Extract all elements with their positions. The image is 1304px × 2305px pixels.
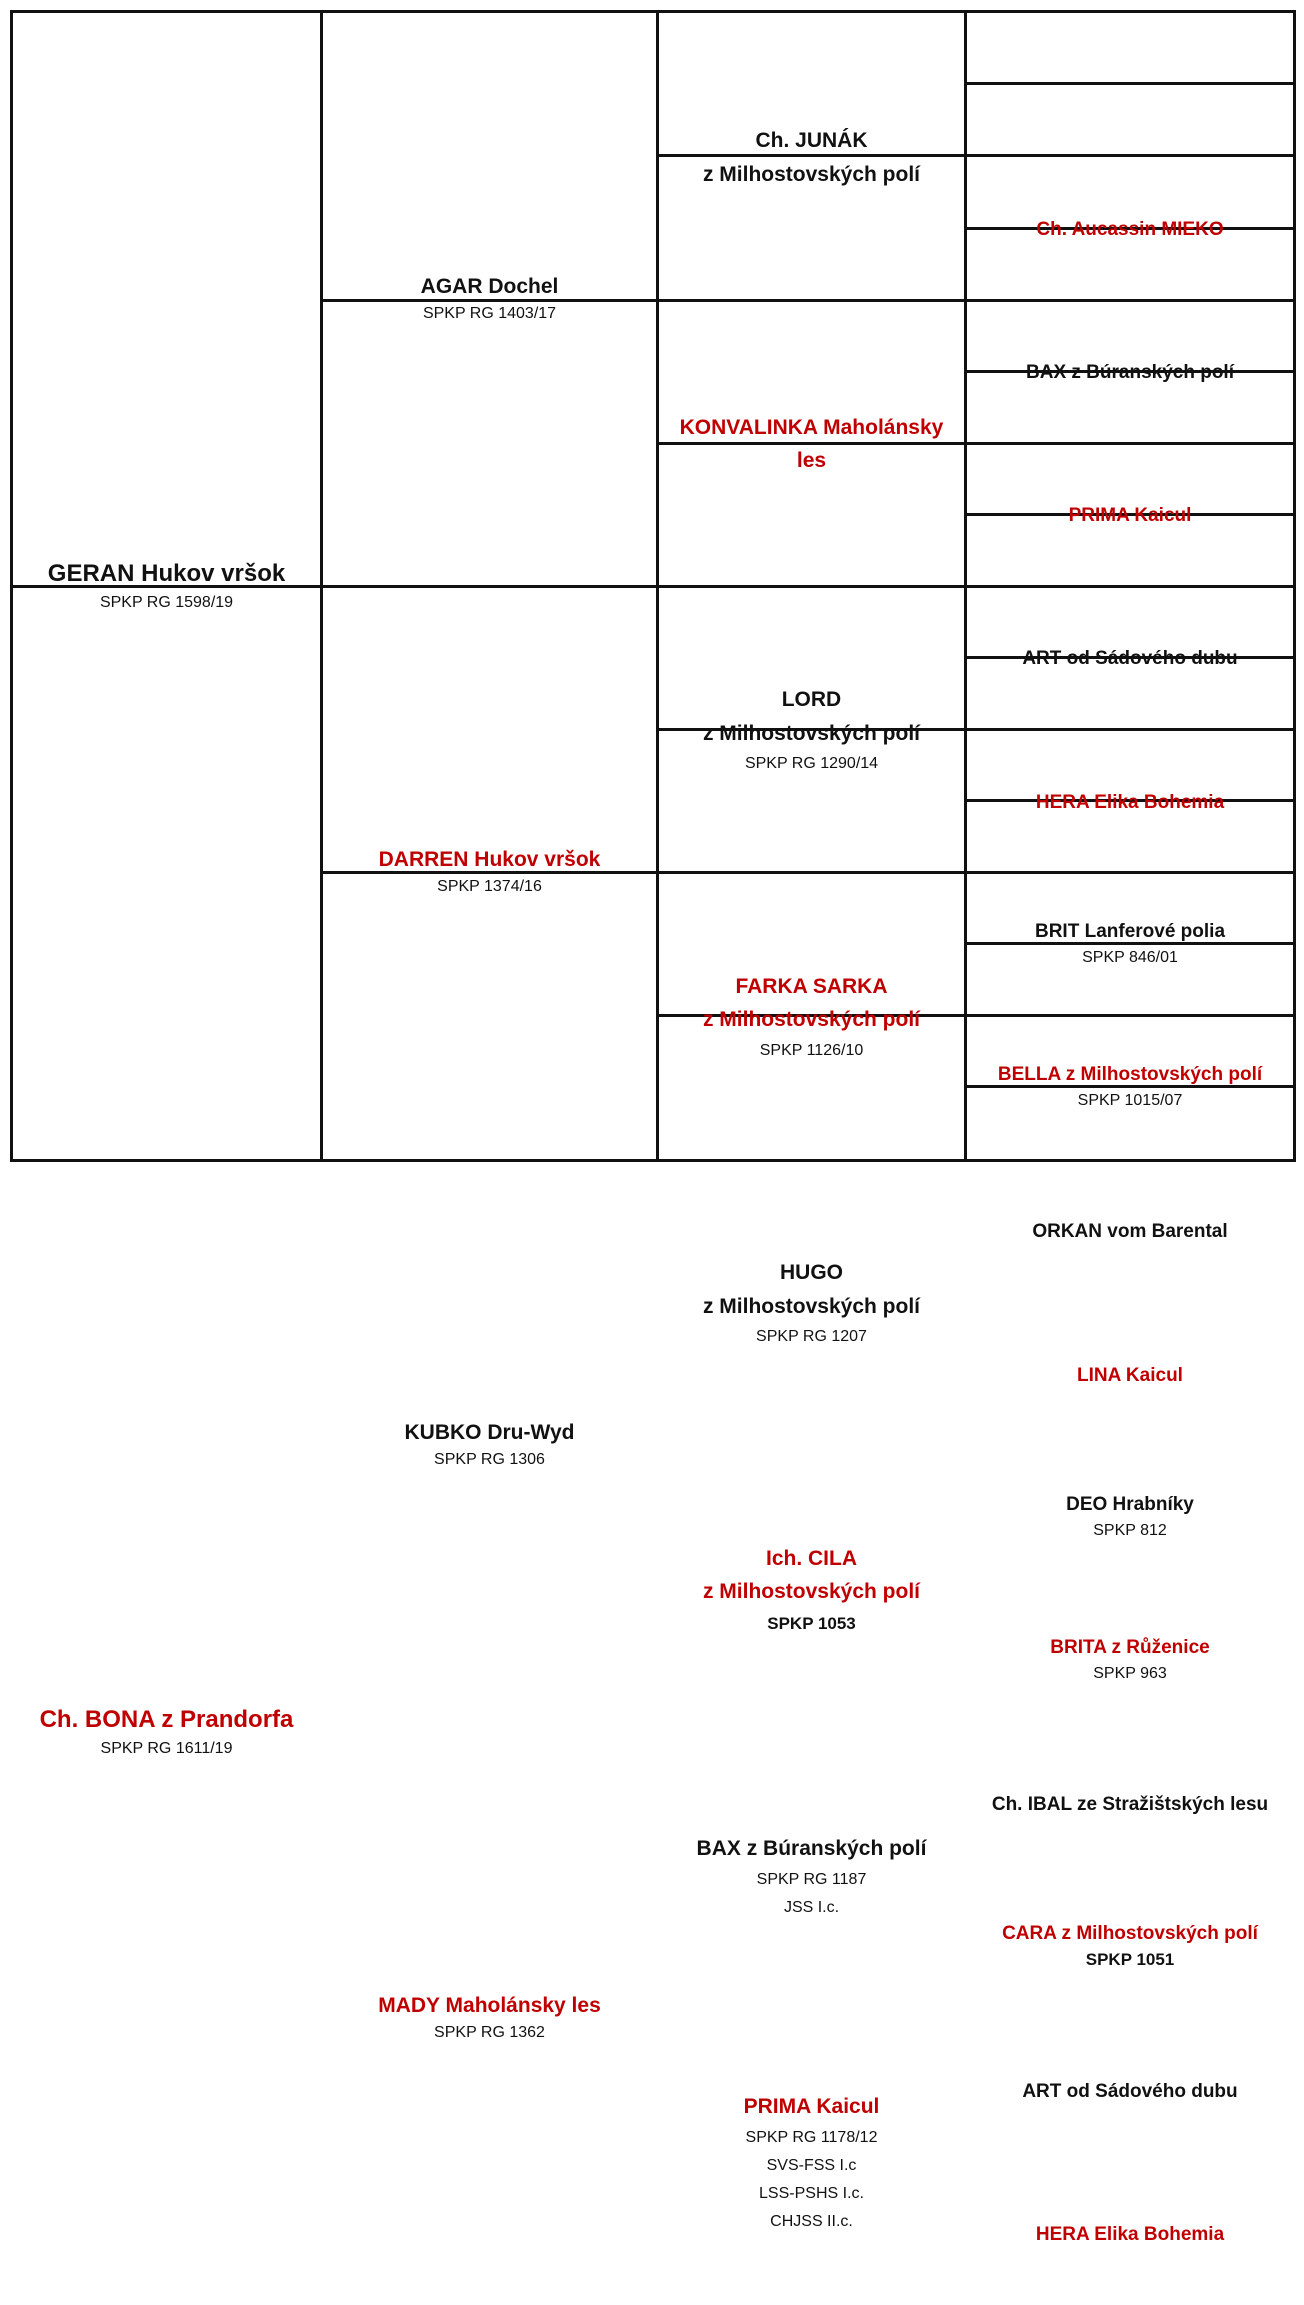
dog-name: KUBKO Dru-Wyd	[405, 1420, 575, 1446]
dog-name: BELLA z Milhostovských polí	[998, 1063, 1262, 1087]
pedigree-cell-dam-dam-sire	[659, 1735, 964, 2019]
pedigree-cell-dam-dam-dam-dam	[967, 2165, 1293, 2305]
dog-name: AGAR Dochel	[421, 274, 559, 300]
pedigree-cell-sire-dam-dam	[659, 876, 964, 1160]
dog-name: LORD z Milhostovských polí	[703, 683, 920, 750]
registration-line: SPKP RG 1362	[434, 2019, 545, 2047]
pedigree-cell-dam-sire-dam-dam	[967, 1592, 1293, 1732]
pedigree-cell-dam-dam	[323, 1735, 656, 2305]
dog-name: PRIMA Kaicul	[744, 2090, 880, 2124]
pedigree-cell-sire	[13, 16, 320, 1159]
pedigree-table	[10, 10, 1296, 1162]
dog-name: HUGO z Milhostovských polí	[703, 1256, 920, 1323]
dog-name: DARREN Hukov vršok	[379, 847, 601, 873]
registration-line: JSS I.c.	[784, 1894, 839, 1922]
pedigree-cell-dam-sire-sire	[659, 1162, 964, 1446]
dog-name: HERA Elika Bohemia	[1036, 791, 1224, 815]
registration-line: SPKP RG 1178/12	[746, 2124, 878, 2152]
dog-name: Ich. CILA z Milhostovských polí	[703, 1542, 920, 1609]
dog-name: BRIT Lanferové polia	[1035, 920, 1225, 944]
dog-name: ART od Sádového dubu	[1022, 2080, 1237, 2104]
registration-line: SPKP 1015/07	[1078, 1087, 1183, 1115]
dog-name: GERAN Hukov vršok	[48, 559, 285, 589]
registration-line: SPKP 1126/10	[760, 1037, 864, 1065]
pedigree-cell-sire-sire	[323, 16, 656, 586]
registration-line: SPKP RG 1611/19	[101, 1735, 233, 1763]
registration-line: SPKP 846/01	[1082, 944, 1178, 972]
registration-line: SPKP 963	[1093, 1660, 1167, 1688]
registration-line: SPKP RG 1306	[434, 1446, 545, 1474]
pedigree-cell-sire-dam-sire-sire	[967, 589, 1293, 729]
pedigree-cell-dam-sire-dam-sire	[967, 1449, 1293, 1589]
pedigree-cell-sire-dam-dam-sire	[967, 876, 1293, 1016]
dog-name: PRIMA Kaicul	[1069, 504, 1192, 528]
dog-name: ART od Sádového dubu	[1022, 647, 1237, 671]
pedigree-cell-sire-sire-dam	[659, 303, 964, 587]
pedigree-cell-dam-dam-sire-dam	[967, 1878, 1293, 2018]
registration-line: SVS-FSS I.c	[767, 2152, 857, 2180]
dog-name: Ch. BONA z Prandorfa	[40, 1705, 294, 1735]
pedigree-cell-dam-dam-dam	[659, 2022, 964, 2305]
pedigree-cell-sire-dam-sire	[659, 589, 964, 873]
pedigree-cell-dam	[13, 1162, 320, 2305]
registration-line: SPKP RG 1207	[756, 1323, 867, 1351]
dog-name: HERA Elika Bohemia	[1036, 2223, 1224, 2247]
pedigree-cell-sire-dam	[323, 589, 656, 1159]
pedigree-cell-dam-sire-sire-dam	[967, 1305, 1293, 1445]
registration-line: SPKP 1051	[1086, 1945, 1175, 1975]
dog-name: BAX z Búranských polí	[1026, 361, 1234, 385]
pedigree-cell-dam-sire	[323, 1162, 656, 1732]
registration-line: SPKP RG 1187	[757, 1866, 867, 1894]
registration-line: SPKP RG 1290/14	[745, 750, 878, 778]
pedigree-cell-sire-sire-sire-sire	[967, 16, 1293, 156]
dog-name: Ch. Aucassin MIEKO	[1036, 218, 1223, 242]
registration-line: SPKP RG 1598/19	[100, 589, 233, 617]
registration-line: SPKP 812	[1093, 1517, 1167, 1545]
registration-line: LSS-PSHS I.c.	[759, 2180, 864, 2208]
pedigree-cell-sire-dam-dam-dam	[967, 1019, 1293, 1159]
dog-name: KONVALINKA Maholánsky les	[667, 411, 957, 478]
pedigree-cell-sire-sire-dam-dam	[967, 446, 1293, 586]
dog-name: FARKA SARKA z Milhostovských polí	[703, 970, 920, 1037]
dog-name: LINA Kaicul	[1077, 1364, 1183, 1388]
dog-name: Ch. JUNÁK z Milhostovských polí	[703, 124, 920, 191]
pedigree-cell-dam-dam-dam-sire	[967, 2022, 1293, 2162]
dog-name: BRITA z Růženice	[1050, 1636, 1209, 1660]
pedigree-cell-dam-sire-dam	[659, 1449, 964, 1733]
registration-line: SPKP 1374/16	[437, 873, 542, 901]
pedigree-cell-sire-dam-sire-dam	[967, 732, 1293, 872]
registration-line: CHJSS II.c.	[770, 2208, 853, 2236]
dog-name: ORKAN vom Barental	[1032, 1220, 1227, 1244]
pedigree-cell-sire-sire-sire-dam	[967, 159, 1293, 299]
pedigree-cell-sire-sire-dam-sire	[967, 303, 1293, 443]
registration-line: SPKP 1053	[767, 1609, 856, 1639]
dog-name: BAX z Búranských polí	[697, 1832, 927, 1866]
dog-name: DEO Hrabníky	[1066, 1493, 1194, 1517]
pedigree-cell-dam-sire-sire-sire	[967, 1162, 1293, 1302]
registration-line: SPKP RG 1403/17	[423, 300, 556, 328]
pedigree-cell-dam-dam-sire-sire	[967, 1735, 1293, 1875]
dog-name: CARA z Milhostovských polí	[1002, 1922, 1258, 1946]
dog-name: MADY Maholánsky les	[378, 1993, 601, 2019]
pedigree-cell-sire-sire-sire	[659, 16, 964, 300]
dog-name: Ch. IBAL ze Stražištských lesu	[992, 1793, 1268, 1817]
